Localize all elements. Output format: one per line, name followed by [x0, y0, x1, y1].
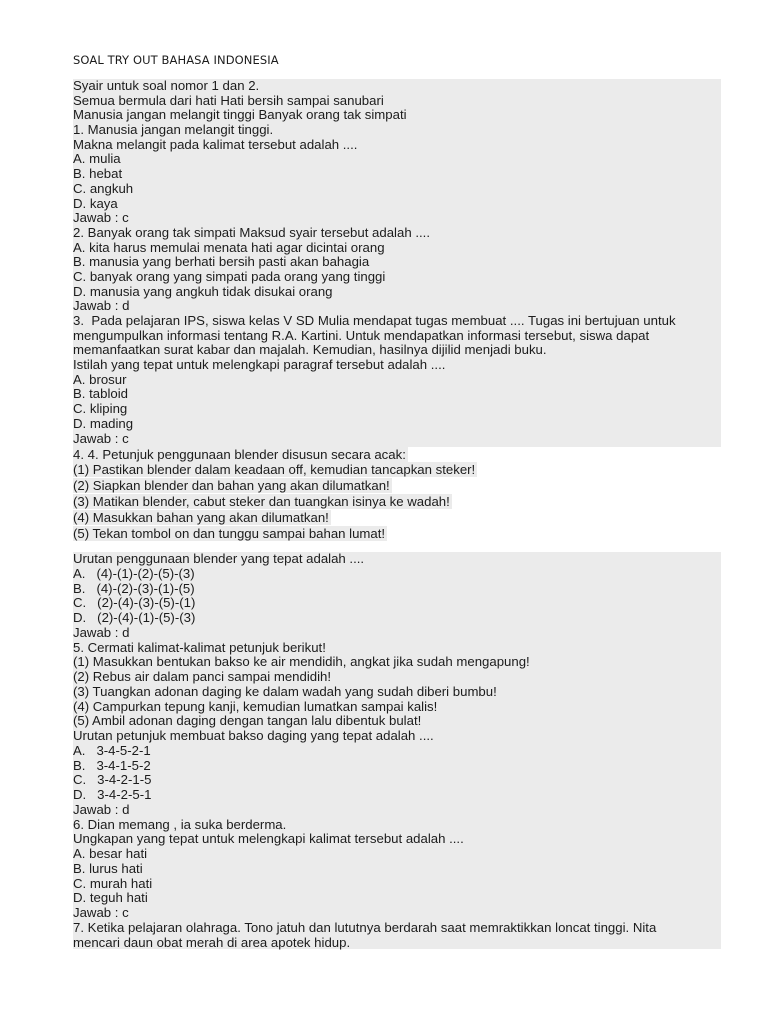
text-line: A. besar hati [73, 846, 148, 861]
text-line: 2. Banyak orang tak simpati Maksud syair tersebut adalah .... [73, 224, 430, 240]
text-line: D. teguh hati [73, 890, 148, 906]
text-line: C. banyak orang yang simpati pada orang yang tinggi [73, 268, 386, 284]
text-line: Istilah yang tepat untuk melengkapi paragraf tersebut adalah .... [73, 357, 446, 373]
text-line: A. (4)-(1)-(2)-(5)-(3) [73, 565, 195, 581]
text-line: Jawab : c [73, 905, 129, 920]
text-line: (2) Rebus air dalam panci sampai mendidih! [73, 669, 332, 684]
text-line: Jawab : c [73, 210, 129, 226]
text-line: A. kita harus memulai menata hati agar dicintai orang [73, 239, 385, 255]
text-line: (4) Campurkan tepung kanji, kemudian lumatkan sampai kalis! [73, 698, 438, 714]
text-line: Makna melangit pada kalimat tersebut adalah .... [73, 136, 358, 152]
text-line: A. brosur [73, 371, 127, 387]
text-line: (1) Masukkan bentukan bakso ke air mendidih, angkat jika sudah mengapung! [73, 654, 530, 670]
text-line: D. manusia yang angkuh tidak disukai orang [73, 283, 333, 299]
text-line: C. (2)-(4)-(3)-(5)-(1) [73, 595, 196, 611]
section-1 [73, 79, 721, 446]
text-line: Jawab : d [73, 624, 130, 640]
text-line: B. lurus hati [73, 860, 143, 876]
text-line: 3. Pada pelajaran IPS, siswa kelas V SD Mulia mendapat tugas membuat .... Tugas ini bertujuan untuk [73, 313, 676, 328]
text-line: Jawab : d [73, 801, 130, 817]
text-line: mengumpulkan informasi tentang R.A. Kartini. Untuk mendapatkan informasi tersebut, siswa dapat [73, 327, 650, 343]
text-line: 7. Ketika pelajaran olahraga. Tono jatuh dan lututnya berdarah saat memraktikkan loncat tinggi. Nita [73, 919, 657, 935]
text-line: D. kaya [73, 195, 118, 211]
text-line: C. 3-4-2-1-5 [73, 772, 152, 788]
text-line: D. (2)-(4)-(1)-(5)-(3) [73, 610, 196, 625]
text-line: (3) Matikan blender, cabut steker dan tuangkan isinya ke wadah! [73, 494, 452, 509]
text-line: 4. 4. Petunjuk penggunaan blender disusun secara acak: [73, 447, 408, 462]
text-line: D. mading [73, 415, 134, 431]
text-line: memanfaatkan surat kabar dan majalah. Kemudian, hasilnya dijilid menjadi buku. [73, 342, 547, 358]
text-line: Manusia jangan melangit tinggi Banyak orang tak simpati [73, 107, 407, 123]
text-line: B. hebat [73, 166, 123, 182]
text-line: B. manusia yang berhati bersih pasti akan bahagia [73, 254, 370, 270]
text-line: Jawab : d [73, 298, 130, 314]
text-line: 6. Dian memang , ia suka berderma. [73, 816, 287, 832]
text-line: A. 3-4-5-2-1 [73, 742, 151, 758]
document-title: SOAL TRY OUT BAHASA INDONESIA [73, 53, 279, 67]
text-line: Jawab : c [73, 430, 129, 446]
text-line: C. angkuh [73, 180, 134, 196]
text-line: 5. Cermati kalimat-kalimat petunjuk berikut! [73, 639, 326, 655]
text-line: (3) Tuangkan adonan daging ke dalam wadah yang sudah diberi bumbu! [73, 683, 497, 699]
text-line: B. (4)-(2)-(3)-(1)-(5) [73, 580, 195, 596]
text-line: (4) Masukkan bahan yang akan dilumatkan! [73, 510, 331, 525]
text-line: B. 3-4-1-5-2 [73, 757, 151, 773]
text-line: C. kliping [73, 401, 128, 417]
text-line: C. murah hati [73, 875, 153, 891]
text-line: Ungkapan yang tepat untuk melengkapi kalimat tersebut adalah .... [73, 831, 464, 847]
text-line: (1) Pastikan blender dalam keadaan off, kemudian tancapkan steker! [73, 462, 476, 477]
text-line: B. tabloid [73, 386, 128, 402]
text-line: Semua bermula dari hati Hati bersih sampai sanubari [73, 92, 384, 108]
section-3 [73, 552, 721, 950]
text-line: A. mulia [73, 151, 121, 167]
text-line: D. 3-4-2-5-1 [73, 787, 152, 802]
text-line: Urutan penggunaan blender yang tepat adalah .... [73, 551, 365, 566]
text-line: 1. Manusia jangan melangit tinggi. [73, 122, 274, 138]
text-line: (5) Ambil adonan daging dengan tangan lalu dibentuk bulat! [73, 713, 422, 729]
text-line: Syair untuk soal nomor 1 dan 2. [73, 78, 260, 93]
text-line: (2) Siapkan blender dan bahan yang akan dilumatkan! [73, 478, 392, 493]
text-line: (5) Tekan tombol on dan tunggu sampai bahan lumat! [73, 526, 386, 541]
text-line: Urutan petunjuk membuat bakso daging yang tepat adalah .... [73, 728, 434, 743]
text-line: mencari daun obat merah di area apotek hidup. [73, 934, 351, 950]
